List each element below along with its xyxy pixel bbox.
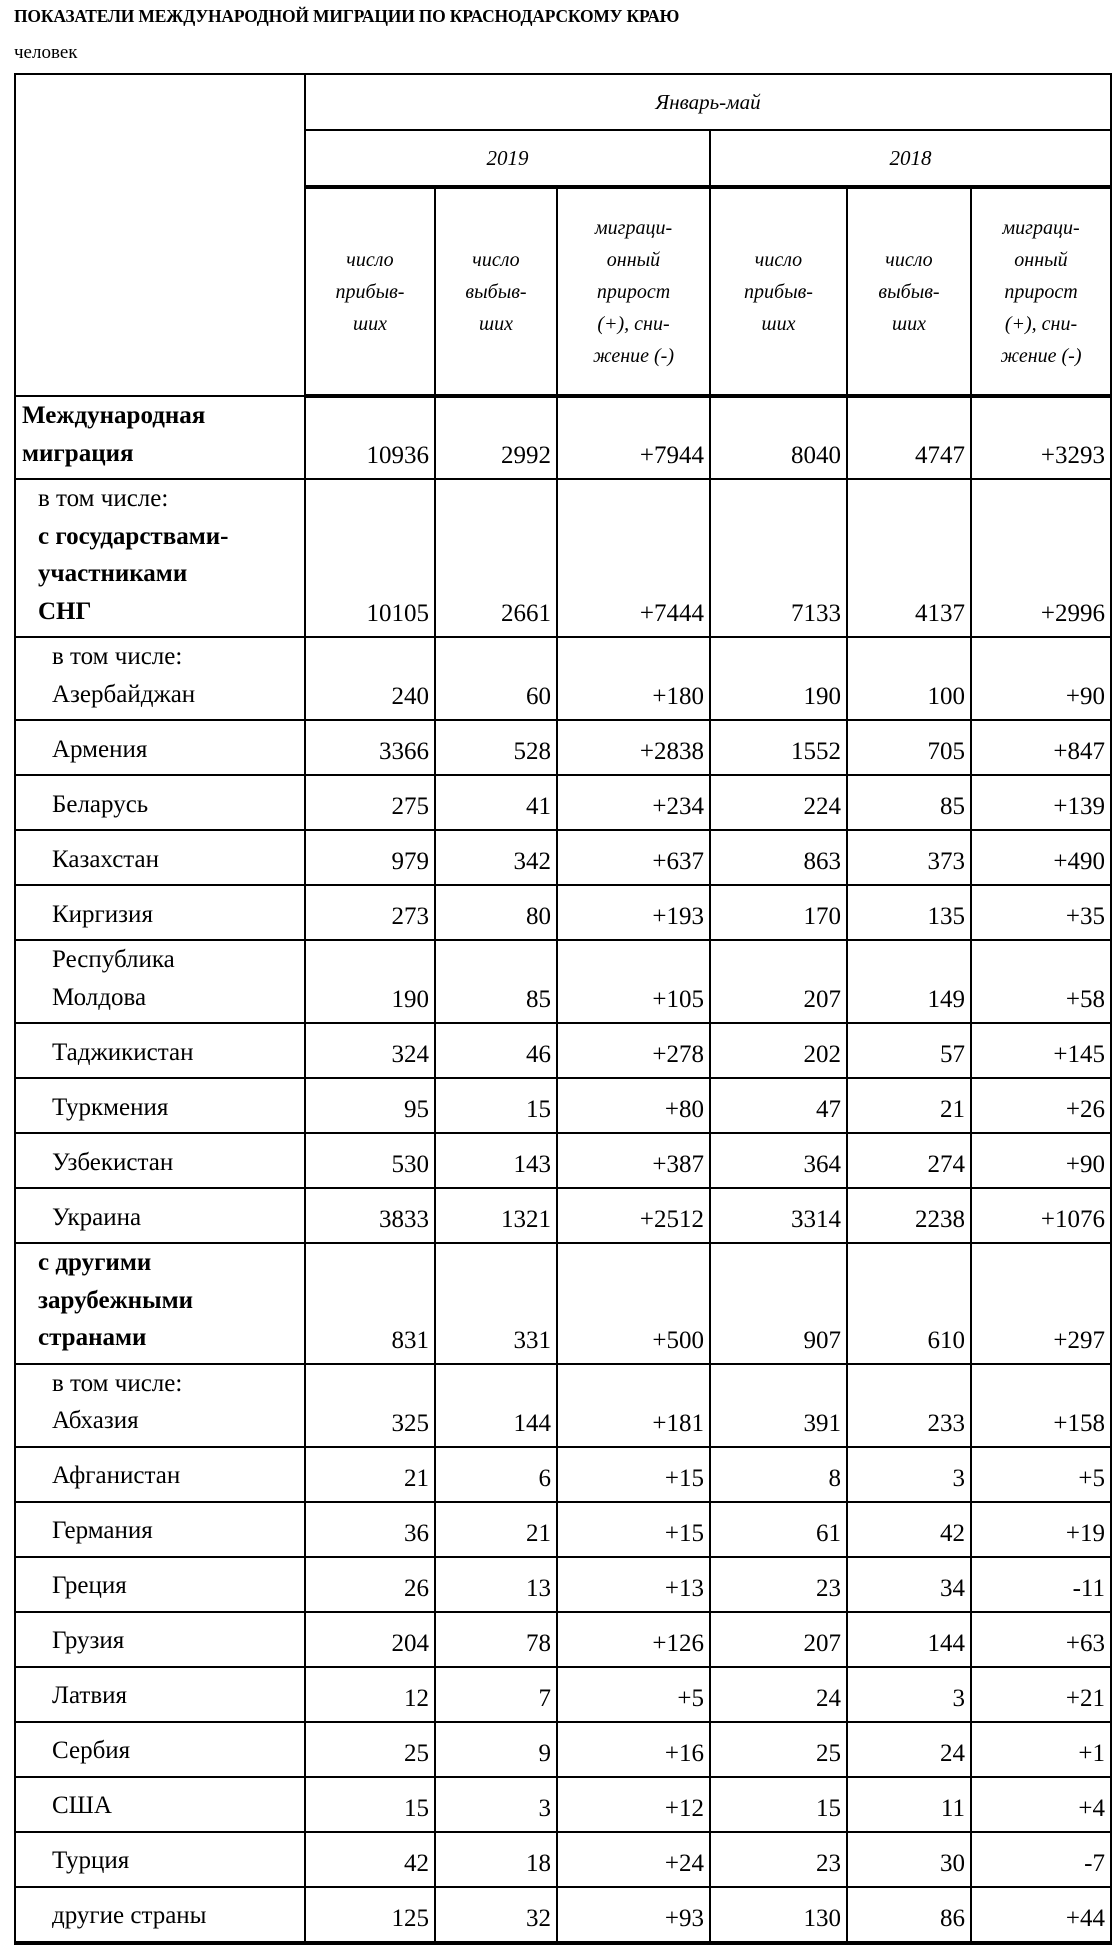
header-net-change-2019 (557, 187, 710, 396)
value-cell: 86 (847, 1887, 971, 1943)
value-cell: +126 (557, 1612, 710, 1667)
value-cell: +15 (557, 1447, 710, 1502)
row-label-line: другие страны (52, 1902, 207, 1929)
value-cell: 42 (305, 1832, 435, 1887)
value-cell: 30 (847, 1832, 971, 1887)
value-cell: 10105 (305, 479, 435, 637)
row-label (15, 637, 305, 720)
header-line: прирост (596, 280, 671, 303)
row-label (15, 1188, 305, 1243)
value-cell: 3314 (710, 1188, 847, 1243)
value-cell: 979 (305, 830, 435, 885)
header-line: выбыв- (878, 280, 940, 303)
value-cell: +93 (557, 1887, 710, 1943)
value-cell: 831 (305, 1243, 435, 1364)
value-cell: 3 (847, 1447, 971, 1502)
header-line: ших (353, 312, 387, 335)
value-cell: +490 (971, 830, 1111, 885)
value-cell: 325 (305, 1364, 435, 1447)
row-label-line: странами (38, 1324, 147, 1351)
header-arrived-2019 (305, 187, 435, 396)
value-cell: +2996 (971, 479, 1111, 637)
value-cell: 21 (435, 1502, 557, 1557)
value-cell: 342 (435, 830, 557, 885)
header-line: число (754, 248, 803, 271)
value-cell: -11 (971, 1557, 1111, 1612)
header-line: жение (-) (1000, 344, 1082, 367)
row-label-line: зарубежными (38, 1286, 194, 1314)
value-cell: +637 (557, 830, 710, 885)
header-line: онный (1014, 248, 1068, 271)
row-label (15, 720, 305, 775)
row-label (15, 775, 305, 830)
row-label-line: Молдова (52, 983, 147, 1011)
value-cell: +500 (557, 1243, 710, 1364)
header-line: прибыв- (335, 280, 405, 303)
header-period: Январь-май (305, 74, 1111, 130)
row-label-line: участниками (38, 560, 188, 587)
value-cell: +297 (971, 1243, 1111, 1364)
value-cell: +58 (971, 940, 1111, 1023)
value-cell: 144 (435, 1364, 557, 1447)
value-cell: 224 (710, 775, 847, 830)
value-cell: 85 (435, 940, 557, 1023)
value-cell: 130 (710, 1887, 847, 1943)
value-cell: 528 (435, 720, 557, 775)
value-cell: 2992 (435, 396, 557, 479)
value-cell: +26 (971, 1078, 1111, 1133)
value-cell: +12 (557, 1777, 710, 1832)
value-cell: +7944 (557, 396, 710, 479)
value-cell: +19 (971, 1502, 1111, 1557)
row-label-line: с государствами- (38, 522, 229, 550)
row-label-line: Турция (52, 1847, 130, 1874)
value-cell: +16 (557, 1722, 710, 1777)
table-row (15, 1502, 1111, 1557)
row-label-line: Абхазия (52, 1407, 139, 1434)
header-line: миграци- (1002, 216, 1080, 239)
header-corner-cell (15, 74, 305, 396)
table-row (15, 940, 1111, 1023)
value-cell: 190 (710, 637, 847, 720)
value-cell: 207 (710, 940, 847, 1023)
table-row (15, 885, 1111, 940)
value-cell: 34 (847, 1557, 971, 1612)
value-cell: +2838 (557, 720, 710, 775)
header-line: жение (-) (593, 344, 674, 367)
header-year-2018: 2018 (710, 130, 1111, 187)
table-row (15, 1188, 1111, 1243)
row-label-line: Международная (22, 402, 206, 429)
row-label-line: Республика (52, 946, 175, 973)
value-cell: 144 (847, 1612, 971, 1667)
value-cell: +35 (971, 885, 1111, 940)
value-cell: 143 (435, 1133, 557, 1188)
row-label (15, 1078, 305, 1133)
row-label (15, 1243, 305, 1364)
value-cell: 41 (435, 775, 557, 830)
value-cell: 1321 (435, 1188, 557, 1243)
table-row (15, 1243, 1111, 1364)
value-cell: +847 (971, 720, 1111, 775)
table-row (15, 1078, 1111, 1133)
header-net-change-2018 (971, 187, 1111, 396)
row-label (15, 479, 305, 637)
value-cell: 36 (305, 1502, 435, 1557)
value-cell: 8 (710, 1447, 847, 1502)
table-row (15, 830, 1111, 885)
value-cell: 15 (305, 1777, 435, 1832)
value-cell: +44 (971, 1887, 1111, 1943)
table-row (15, 1023, 1111, 1078)
table-row (15, 1777, 1111, 1832)
table-row (15, 1722, 1111, 1777)
value-cell: 530 (305, 1133, 435, 1188)
table-row (15, 720, 1111, 775)
value-cell: 3366 (305, 720, 435, 775)
row-label-line: миграция (22, 439, 134, 467)
row-label-line: Греция (52, 1572, 127, 1599)
table-row (15, 1612, 1111, 1667)
value-cell: 190 (305, 940, 435, 1023)
table-row (15, 1557, 1111, 1612)
value-cell: 95 (305, 1078, 435, 1133)
table-row (15, 1133, 1111, 1188)
row-label-line: с другими (38, 1249, 152, 1276)
table-row (15, 1832, 1111, 1887)
value-cell: +21 (971, 1667, 1111, 1722)
value-cell: +15 (557, 1502, 710, 1557)
value-cell: 60 (435, 637, 557, 720)
value-cell: 610 (847, 1243, 971, 1364)
value-cell: 78 (435, 1612, 557, 1667)
row-label-line: Таджикистан (52, 1038, 194, 1066)
value-cell: 907 (710, 1243, 847, 1364)
value-cell: 15 (435, 1078, 557, 1133)
value-cell: 4137 (847, 479, 971, 637)
header-line: ших (479, 312, 513, 335)
row-label-line: в том числе: (52, 643, 183, 670)
value-cell: 391 (710, 1364, 847, 1447)
value-cell: +278 (557, 1023, 710, 1078)
value-cell: 2238 (847, 1188, 971, 1243)
header-departed-2019 (435, 187, 557, 396)
migration-table (14, 73, 1112, 1945)
value-cell: 863 (710, 830, 847, 885)
table-row (15, 775, 1111, 830)
row-label (15, 1612, 305, 1667)
table-row (15, 637, 1111, 720)
table-row (15, 1447, 1111, 1502)
unit-label: человек (14, 42, 78, 63)
value-cell: +24 (557, 1832, 710, 1887)
value-cell: 25 (305, 1722, 435, 1777)
value-cell: 25 (710, 1722, 847, 1777)
value-cell: +80 (557, 1078, 710, 1133)
value-cell: +13 (557, 1557, 710, 1612)
row-label-line: Германия (52, 1517, 153, 1544)
value-cell: 46 (435, 1023, 557, 1078)
value-cell: 202 (710, 1023, 847, 1078)
value-cell: 233 (847, 1364, 971, 1447)
value-cell: 6 (435, 1447, 557, 1502)
row-label (15, 885, 305, 940)
value-cell: 21 (847, 1078, 971, 1133)
value-cell: 240 (305, 637, 435, 720)
value-cell: 21 (305, 1447, 435, 1502)
value-cell: +63 (971, 1612, 1111, 1667)
value-cell: 13 (435, 1557, 557, 1612)
value-cell: +90 (971, 637, 1111, 720)
value-cell: 170 (710, 885, 847, 940)
row-label-line: СНГ (38, 597, 92, 625)
row-label-line: Узбекистан (52, 1148, 174, 1176)
value-cell: 364 (710, 1133, 847, 1188)
header-line: прирост (1004, 280, 1078, 303)
header-line: ших (761, 312, 796, 335)
value-cell: +105 (557, 940, 710, 1023)
value-cell: 61 (710, 1502, 847, 1557)
header-arrived-2018 (710, 187, 847, 396)
value-cell: 3 (847, 1667, 971, 1722)
row-label (15, 940, 305, 1023)
row-label (15, 1722, 305, 1777)
value-cell: +145 (971, 1023, 1111, 1078)
value-cell: +180 (557, 637, 710, 720)
row-label (15, 830, 305, 885)
row-label-line: в том числе: (38, 485, 169, 512)
value-cell: 149 (847, 940, 971, 1023)
value-cell: 1552 (710, 720, 847, 775)
value-cell: 275 (305, 775, 435, 830)
value-cell: +4 (971, 1777, 1111, 1832)
table-row (15, 479, 1111, 637)
value-cell: 273 (305, 885, 435, 940)
row-label (15, 1832, 305, 1887)
header-year-2019: 2019 (305, 130, 710, 187)
value-cell: 207 (710, 1612, 847, 1667)
value-cell: 3 (435, 1777, 557, 1832)
row-label-line: Туркмения (52, 1093, 169, 1121)
row-label (15, 1887, 305, 1943)
value-cell: 7133 (710, 479, 847, 637)
row-label (15, 396, 305, 479)
row-label-line: Киргизия (52, 900, 153, 928)
header-line: прибыв- (744, 280, 813, 303)
value-cell: +2512 (557, 1188, 710, 1243)
value-cell: +5 (971, 1447, 1111, 1502)
header-line: число (346, 248, 394, 271)
row-label-line: Украина (52, 1203, 142, 1231)
row-label (15, 1777, 305, 1832)
header-line: число (472, 248, 520, 271)
value-cell: 42 (847, 1502, 971, 1557)
value-cell: 15 (710, 1777, 847, 1832)
value-cell: +90 (971, 1133, 1111, 1188)
header-line: (+), сни- (1004, 312, 1078, 335)
value-cell: 9 (435, 1722, 557, 1777)
header-line: миграци- (594, 216, 673, 239)
value-cell: -7 (971, 1832, 1111, 1887)
page-title: ПОКАЗАТЕЛИ МЕЖДУНАРОДНОЙ МИГРАЦИИ ПО КРАСНОДАРСКОМУ КРАЮ (14, 6, 680, 26)
header-line: (+), сни- (597, 312, 670, 335)
table-row (15, 396, 1111, 479)
header-departed-2018 (847, 187, 971, 396)
value-cell: 23 (710, 1832, 847, 1887)
value-cell: 24 (710, 1667, 847, 1722)
value-cell: 100 (847, 637, 971, 720)
table-row (15, 1887, 1111, 1943)
row-label-line: США (52, 1792, 112, 1819)
value-cell: 125 (305, 1887, 435, 1943)
header-line: ших (892, 312, 926, 335)
value-cell: +181 (557, 1364, 710, 1447)
value-cell: +7444 (557, 479, 710, 637)
row-label-line: Латвия (52, 1682, 128, 1709)
value-cell: 135 (847, 885, 971, 940)
row-label-line: в том числе: (52, 1369, 183, 1397)
row-label (15, 1364, 305, 1447)
value-cell: 85 (847, 775, 971, 830)
value-cell: +234 (557, 775, 710, 830)
value-cell: +158 (971, 1364, 1111, 1447)
value-cell: 26 (305, 1557, 435, 1612)
value-cell: +387 (557, 1133, 710, 1188)
value-cell: 11 (847, 1777, 971, 1832)
value-cell: 18 (435, 1832, 557, 1887)
value-cell: 373 (847, 830, 971, 885)
header-line: онный (606, 248, 661, 271)
value-cell: 8040 (710, 396, 847, 479)
row-label (15, 1133, 305, 1188)
value-cell: +1076 (971, 1188, 1111, 1243)
value-cell: 324 (305, 1023, 435, 1078)
row-label-line: Сербия (52, 1737, 131, 1764)
row-label-line: Азербайджан (52, 680, 196, 708)
row-label (15, 1667, 305, 1722)
table-row (15, 1667, 1111, 1722)
value-cell: 32 (435, 1887, 557, 1943)
row-label-line: Грузия (52, 1627, 125, 1654)
value-cell: +3293 (971, 396, 1111, 479)
value-cell: 23 (710, 1557, 847, 1612)
value-cell: 204 (305, 1612, 435, 1667)
header-line: число (885, 248, 933, 271)
value-cell: 331 (435, 1243, 557, 1364)
value-cell: 7 (435, 1667, 557, 1722)
value-cell: 47 (710, 1078, 847, 1133)
value-cell: 24 (847, 1722, 971, 1777)
row-label (15, 1023, 305, 1078)
row-label (15, 1502, 305, 1557)
value-cell: 705 (847, 720, 971, 775)
value-cell: +1 (971, 1722, 1111, 1777)
header-line: выбыв- (465, 280, 527, 303)
value-cell: 57 (847, 1023, 971, 1078)
row-label-line: Афганистан (52, 1462, 181, 1489)
row-label (15, 1447, 305, 1502)
value-cell: +5 (557, 1667, 710, 1722)
row-label-line: Беларусь (52, 790, 149, 818)
value-cell: 4747 (847, 396, 971, 479)
row-label (15, 1557, 305, 1612)
value-cell: +193 (557, 885, 710, 940)
value-cell: 10936 (305, 396, 435, 479)
row-label-line: Казахстан (52, 845, 159, 873)
value-cell: 3833 (305, 1188, 435, 1243)
value-cell: 2661 (435, 479, 557, 637)
value-cell: 274 (847, 1133, 971, 1188)
row-label-line: Армения (52, 735, 148, 763)
value-cell: 12 (305, 1667, 435, 1722)
value-cell: +139 (971, 775, 1111, 830)
value-cell: 80 (435, 885, 557, 940)
table-row (15, 1364, 1111, 1447)
